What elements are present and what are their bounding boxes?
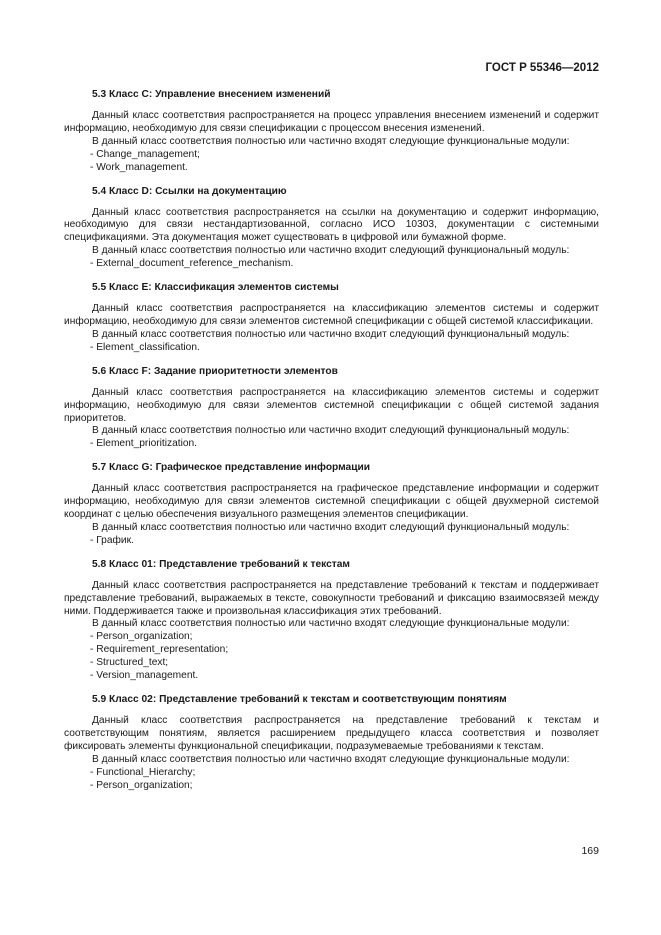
document-header: ГОСТ Р 55346—2012 <box>485 62 599 74</box>
paragraph: Данный класс соответствия распространяется на процесс управления внесением изменений и содержит информацию, необходимую для связи спецификации с процессом внесения изменений. <box>64 110 599 134</box>
document-body <box>64 88 599 802</box>
list-item: - Person_organization; <box>90 631 193 643</box>
section <box>64 558 599 683</box>
paragraph: В данный класс соответствия полностью или частично входит следующий функциональный модуль: <box>92 425 570 437</box>
section-title: 5.8 Класс 01: Представление требований к текстам <box>92 558 350 570</box>
list-item: - Element_classification. <box>90 341 200 353</box>
list-item: - Person_organization; <box>90 779 193 791</box>
section-title: 5.4 Класс D: Ссылки на документацию <box>92 185 287 197</box>
paragraph: В данный класс соответствия полностью или частично входят следующие функциональные модули: <box>92 753 570 765</box>
section <box>64 88 599 175</box>
section-title: 5.6 Класс F: Задание приоритетности элементов <box>92 365 338 377</box>
section-title: 5.9 Класс 02: Представление требований к текстам и соответствующим понятиям <box>92 694 507 705</box>
section <box>64 693 599 792</box>
paragraph: В данный класс соответствия полностью или частично входят следующие функциональные модули: <box>92 135 570 147</box>
section-title: 5.3 Класс С: Управление внесением изменений <box>92 89 331 100</box>
paragraph: Данный класс соответствия распространяется на графическое представление информации и содержит информацию, необходимую для связи элементов системной спецификации с общей двухмерной системой координат с целью обеспечения визуального размещения элементов спецификации. <box>64 483 599 521</box>
section-title: 5.5 Класс Е: Классификация элементов системы <box>92 282 339 294</box>
paragraph: Данный класс соответствия распространяется на представление требований к текстам и поддерживает представление требований, выражаемых в тексте, совокупности требований и фиксацию взаимосвязей между ними. Поддерживается также и произвольная классификация этих требований. <box>64 579 599 617</box>
paragraph: В данный класс соответствия полностью или частично входят следующие функциональные модули: <box>92 618 570 630</box>
section <box>64 185 599 272</box>
section <box>64 365 599 452</box>
paragraph: В данный класс соответствия полностью или частично входит следующий функциональный модуль: <box>92 245 570 257</box>
list-item: - Structured_text; <box>90 657 169 669</box>
paragraph: В данный класс соответствия полностью или частично входит следующий функциональный модуль: <box>92 521 570 533</box>
page-number: 169 <box>581 845 599 857</box>
paragraph: Данный класс соответствия распространяется на представление требований к текстам и соответствующим понятиям, является расширением предыдущего класса соответствия и позволяет фиксировать элементы функциональной спецификации, подразумеваемые требованиями к текстам. <box>64 715 599 752</box>
list-item: - Functional_Hierarchy; <box>90 766 196 778</box>
list-item: - Change_management; <box>90 148 200 160</box>
list-item: - График. <box>90 534 134 546</box>
list-item: - Work_management. <box>90 161 188 173</box>
list-item: - External_document_reference_mechanism. <box>90 258 294 270</box>
section <box>64 281 599 355</box>
paragraph: Данный класс соответствия распространяется на классификацию элементов системы и содержит информацию, необходимую для связи элементов системной спецификации с общей системой задания приоритетов. <box>64 386 599 424</box>
section-title: 5.7 Класс G: Графическое представление информации <box>92 462 371 474</box>
list-item: - Element_prioritization. <box>90 438 198 450</box>
list-item: - Requirement_representation; <box>90 644 229 656</box>
paragraph: В данный класс соответствия полностью или частично входит следующий функциональный модуль: <box>92 328 570 340</box>
list-item: - Version_management. <box>90 670 199 682</box>
paragraph: Данный класс соответствия распространяется на классификацию элементов системы и содержит информацию, необходимую для связи элементов системной спецификации с общей системой классификации. <box>64 303 599 327</box>
paragraph: Данный класс соответствия распространяется на ссылки на документацию и содержит информацию, необходимую для связи нестандартизованной, согласно ИСО 10303, документации с системными спецификациями. Эта документация может существовать в цифровой или бумажной форме. <box>64 206 599 244</box>
section <box>64 461 599 548</box>
